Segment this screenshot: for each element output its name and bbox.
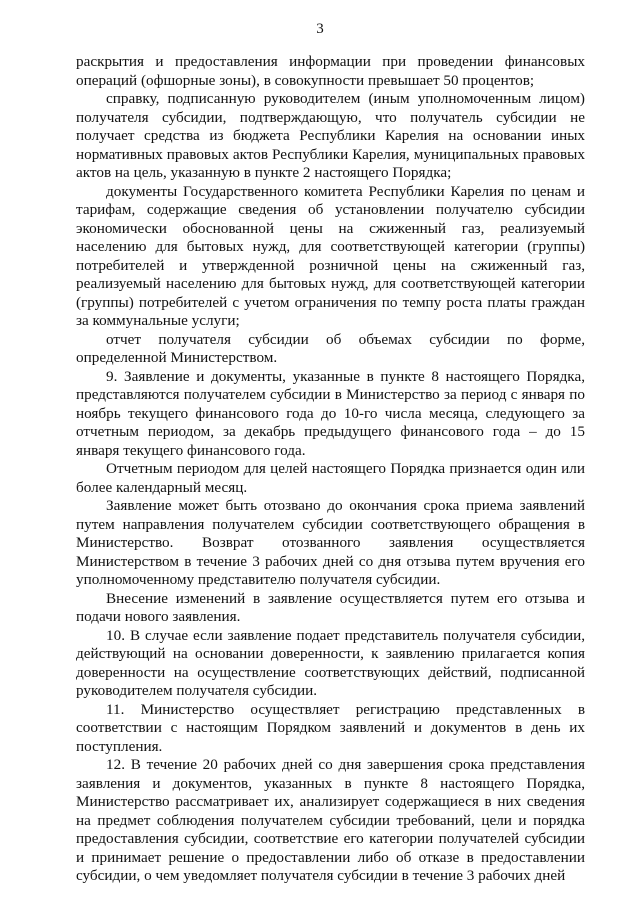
paragraph-application-withdrawal: Заявление может быть отозвано до окончания срока приема заявлений путем направления получателем субсидии соответствующего обращения в Министерство. Возврат отозванного заявления осуществляется Министерством в течение 3 рабочих дней со дня отзыва путем вручения его уполномоченному представителю получателя субсидии. [76,497,585,588]
page-number: 3 [316,21,324,37]
document-body [76,53,585,886]
paragraph-subsidy-report: отчет получателя субсидии об объемах субсидии по форме, определенной Министерством. [76,330,585,366]
paragraph-item-10: 10. В случае если заявление подает представитель получателя субсидии, действующий на основании доверенности, к заявлению прилагается копия доверенности на осуществление соответствующих действий, подписанной руководителем получателя субсидии. [76,626,585,699]
paragraph-reporting-period: Отчетным периодом для целей настоящего Порядка признается один или более календарный месяц. [76,460,585,496]
paragraph-tariff-documents: документы Государственного комитета Республики Карелия по ценам и тарифам, содержащие сведения об установлении получателю субсидии экономически обоснованной цены на сжиженный газ, реализуемый населению для бытовых нужд, для соответствующей категории (группы) потребителей и утвержденной розничной цены на сжиженный газ, реализуемый населению для бытовых нужд, для соответствующей категории (группы) потребителей с учетом ограничения по темпу роста платы граждан за коммунальные услуги; [76,182,585,329]
paragraph-budget-certificate: справку, подписанную руководителем (иным уполномоченным лицом) получателя субсидии, подтверждающую, что получатель субсидии не получает средства из бюджета Республики Карелия на основании иных нормативных правовых актов Республики Карелия, муниципальных правовых актов на цель, указанную в пункте 2 настоящего Порядка; [76,90,585,181]
paragraph-item-12: 12. В течение 20 рабочих дней со дня завершения срока представления заявления и документов, указанных в пункте 8 настоящего Порядка, Министерство рассматривает их, анализирует содержащиеся в них сведения на предмет соблюдения получателем субсидии требований, цели и порядка предоставления субсидии, соответствие его категории получателей субсидии и принимает решение о предоставлении либо об отказе в предоставлении субсидии, о чем уведомляет получателя субсидии в течение 3 рабочих дней [76,756,585,884]
paragraph-offshore-continuation: раскрытия и предоставления информации при проведении финансовых операций (офшорные зоны), в совокупности превышает 50 процентов; [76,53,585,89]
paragraph-item-11: 11. Министерство осуществляет регистрацию представленных в соответствии с настоящим Порядком заявлений и документов в день их поступления. [76,700,585,755]
paragraph-item-9: 9. Заявление и документы, указанные в пункте 8 настоящего Порядка, представляются получателем субсидии в Министерство за период с января по ноябрь текущего финансового года до 10-го числа месяца, следующего за отчетным периодом, за декабрь предыдущего финансового года – до 15 января текущего финансового года. [76,367,585,459]
paragraph-application-changes: Внесение изменений в заявление осуществляется путем его отзыва и подачи нового заявления. [76,589,585,625]
